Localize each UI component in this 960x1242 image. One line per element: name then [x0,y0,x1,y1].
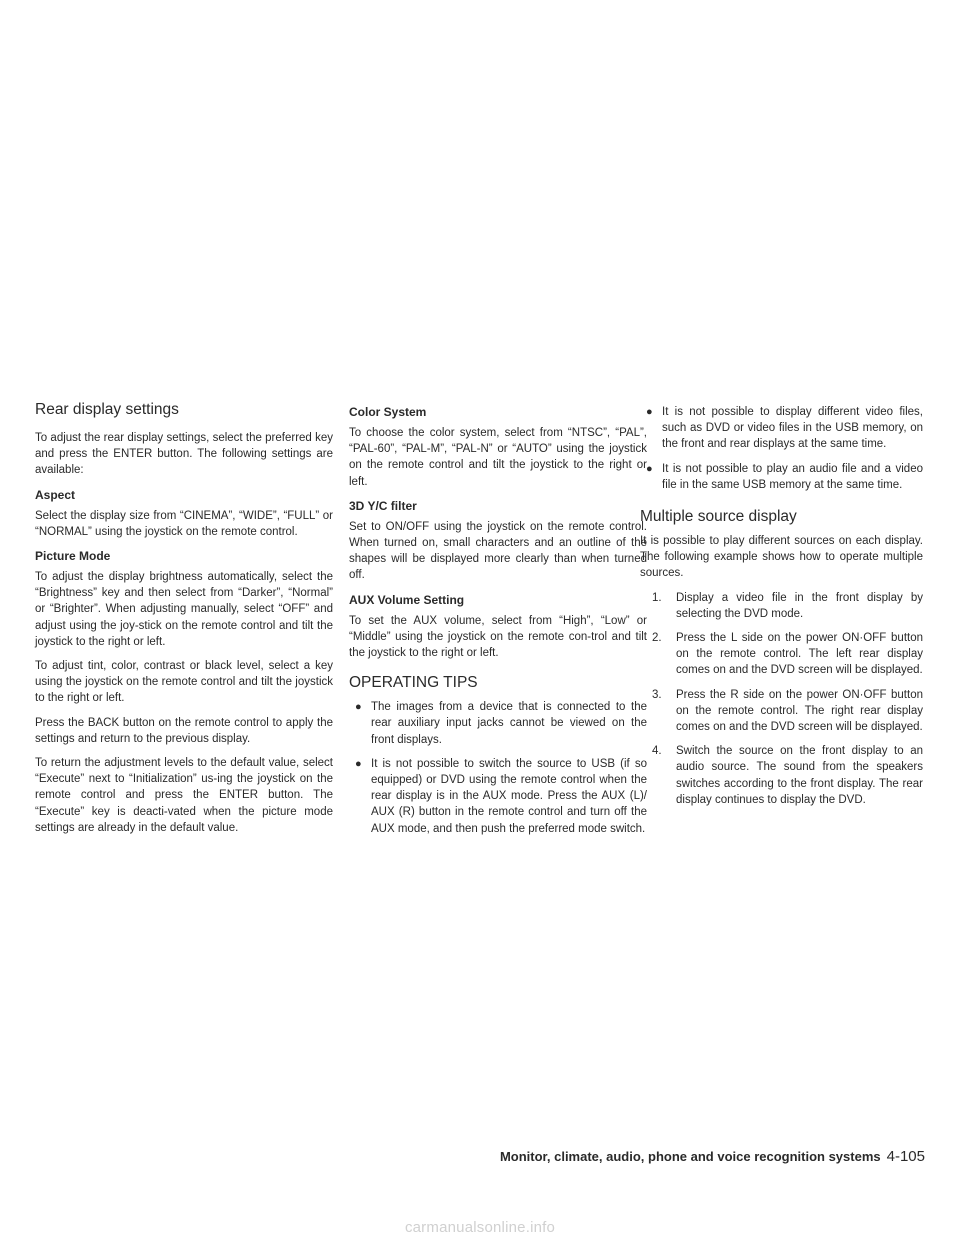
step-text: Switch the source on the front display to an audio source. The sound from the speakers switches according to the front display. The rear display continues to display the DVD. [676,745,923,806]
operating-tips-heading: OPERATING TIPS [349,674,478,692]
list-item [640,630,923,679]
aux-volume-heading: AUX Volume Setting [349,592,465,607]
rear-display-intro: To adjust the rear display settings, select the preferred key and press the ENTER button. The following settings are available: [35,432,333,477]
list-item [640,687,923,736]
list-item [349,699,647,748]
multiple-source-heading: Multiple source display [640,508,797,526]
tip-text: The images from a device that is connected to the rear auxiliary input jacks cannot be viewed on the front displays. [371,701,647,746]
left-column [35,400,333,844]
bullet-icon: ● [646,462,653,475]
rear-display-settings-heading: Rear display settings [35,401,179,418]
multiple-source-intro: It is possible to play different sources on each display. The following example shows how to operate multiple sources. [640,535,923,580]
bullet-icon: ● [646,406,653,418]
aspect-heading: Aspect [35,487,76,502]
middle-column [349,404,647,845]
color-system-text: To choose the color system, select from “NTSC”, “PAL”, “PAL-60”, “PAL-M”, “PAL-N” or “AUTO” using the joystick on the remote control and tilt the joystick to the right or left. [349,427,647,488]
picture-mode-text-4: To return the adjustment levels to the default value, select “Execute” next to “Initialization” us-ing the joystick on the remote control and press the ENTER button. The “Execute” key is deacti-vated when the picture mode settings are already in the default value. [35,757,333,834]
bullet-icon: ● [355,701,362,714]
watermark: carmanualsonline.info [404,1219,556,1236]
aux-volume-text: To set the AUX volume, select from “High”, “Low” or “Middle” using the joystick on the remote con-trol and tilt the joystick to the right or left. [349,614,647,660]
step-number: 2. [652,632,662,645]
tip-text: It is not possible to switch the source to USB (if so equipped) or DVD using the remote control when the rear display is in the AUX mode. Press the AUX (L)/ AUX (R) button in the remote control and turn off the AUX mode, and then push the preferred mode switch. [371,757,647,835]
step-number: 4. [652,745,662,758]
step-text: Press the L side on the power ON·OFF button on the remote control. The left rear display comes on and the DVD screen will be displayed. [676,632,923,677]
footer-section-title: Monitor, climate, audio, phone and voice recognition systems [499,1149,881,1164]
step-number: 3. [652,688,662,701]
picture-mode-text-1: To adjust the display brightness automatically, select the “Brightness” key and then select from “Darker”, “Normal” or “Brighter”. When adjusting manually, select “OFF” and adjust using the joy-stick on the remote control and tilt the joystick to the right or left. [35,571,333,648]
list-item [640,404,923,453]
picture-mode-text-2: To adjust tint, color, contrast or black level, select a key using the joystick on the remote control and tilt the joystick to the right or left. [35,660,333,705]
3d-yc-filter-text: Set to ON/OFF using the joystick on the remote control. When turned on, small characters and an outline of the shapes will be displayed more clearly than when turned off. [349,520,647,582]
list-item [640,461,923,493]
3d-yc-filter-heading: 3D Y/C filter [349,498,417,513]
bullet-icon: ● [355,757,362,770]
list-item [640,590,923,622]
picture-mode-text-3: Press the BACK button on the remote control to apply the settings and return to the previous display. [35,716,333,745]
right-column [640,404,923,816]
list-item [640,743,923,808]
page-number: 4-105 [886,1148,925,1165]
tip-text: It is not possible to display different video files, such as DVD or video files in the USB memory, on the front and rear displays at the same time. [662,406,923,451]
list-item [349,756,647,837]
step-text: Display a video file in the front display by selecting the DVD mode. [676,591,923,620]
aspect-text: Select the display size from “CINEMA”, “WIDE”, “FULL” or “NORMAL” using the joystick on the remote control. [35,509,333,538]
color-system-heading: Color System [349,405,427,419]
picture-mode-heading: Picture Mode [35,549,111,564]
step-number: 1. [652,591,662,604]
step-text: Press the R side on the power ON·OFF button on the remote control. The right rear display comes on and the DVD screen will be displayed. [676,688,923,734]
tip-text: It is not possible to play an audio file and a video file in the same USB memory at the same time. [662,462,923,491]
page-footer [500,1148,925,1166]
